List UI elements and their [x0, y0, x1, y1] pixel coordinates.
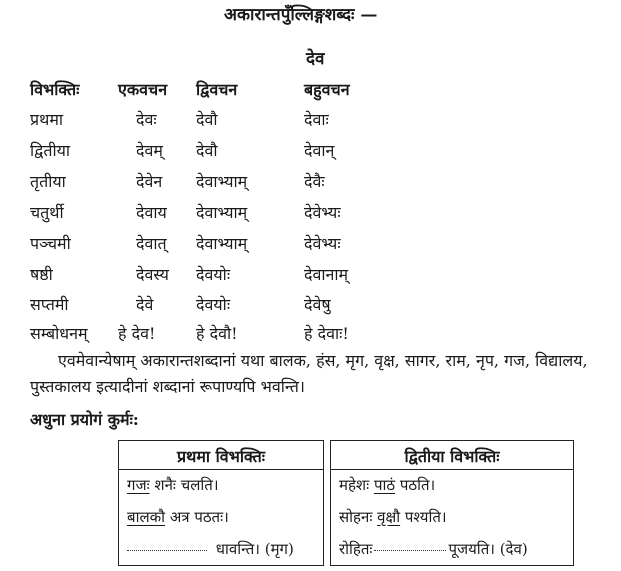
exercise-box-first-case: [118, 440, 324, 566]
answer-word: पाठं: [373, 476, 396, 494]
row-singular: देवाय: [136, 203, 167, 222]
exercise-line: [127, 539, 294, 559]
box-divider: [119, 469, 323, 470]
sentence-rest: पूजयति। (देव): [448, 540, 528, 558]
sentence-subject: सोहनः: [339, 508, 373, 526]
header-singular: एकवचन: [118, 80, 168, 99]
row-plural: देवान्: [304, 141, 335, 160]
row-case: तृतीया: [30, 172, 66, 191]
sentence-subject: रोहितः: [339, 540, 373, 558]
answer-word: गजः: [127, 476, 150, 494]
sentence-rest: पश्यति।: [404, 508, 447, 526]
row-plural: देवैः: [304, 172, 325, 191]
row-plural: हे देवाः!: [304, 324, 349, 343]
row-case: सम्बोधनम्: [30, 324, 88, 343]
sentence-rest: शनैः चलति।: [154, 476, 219, 494]
row-case: पञ्चमी: [30, 234, 71, 253]
explanation-paragraph: एवमेवान्येषाम् अकारान्तशब्दानां यथा बालक, हंस, मृग, वृक्ष, सागर, राम, नृप, गज, विद्यालय, पुस्तकालय इत्यादीनां शब्दानां रूपाण्यपि भवन्ति।: [30, 351, 588, 396]
answer-word: वृक्षौ: [377, 508, 401, 526]
page-title: अकारान्तपुँल्लिङ्गशब्दः —: [224, 5, 378, 25]
row-plural: देवेषु: [304, 295, 331, 314]
box-title: प्रथमा विभक्तिः: [177, 447, 265, 466]
row-singular: देवात्: [136, 234, 167, 253]
row-case: द्वितीया: [30, 141, 71, 160]
box-divider: [331, 469, 573, 470]
row-dual: देवाभ्याम्: [196, 234, 248, 253]
row-case: प्रथमा: [30, 110, 64, 129]
row-dual: देवयोः: [196, 265, 231, 284]
exercise-line: [339, 539, 528, 559]
box-title: द्वितीया विभक्तिः: [404, 447, 500, 466]
fill-blank[interactable]: [127, 550, 207, 551]
sentence-rest: धावन्ति। (मृग): [215, 540, 294, 558]
row-case: चतुर्थी: [30, 203, 64, 222]
exercise-line: [127, 507, 229, 527]
header-plural: बहुवचन: [304, 80, 350, 99]
row-plural: देवानाम्: [304, 265, 349, 284]
row-plural: देवेभ्यः: [304, 234, 341, 253]
row-dual: देवौ: [196, 141, 218, 160]
row-singular: हे देव!: [118, 324, 156, 343]
row-singular: देवः: [136, 110, 157, 129]
practice-heading: [30, 408, 139, 430]
row-dual: देवाभ्याम्: [196, 203, 248, 222]
sentence-rest: अत्र पठतः।: [169, 508, 229, 526]
row-case: षष्ठी: [30, 265, 53, 284]
header-dual: द्विवचन: [196, 80, 238, 99]
exercise-line: [339, 507, 447, 527]
row-dual: देवौ: [196, 110, 218, 129]
sentence-subject: महेशः: [339, 476, 370, 494]
exercise-box-second-case: [330, 440, 574, 566]
exercise-line: [339, 475, 435, 495]
row-dual: देवयोः: [196, 295, 231, 314]
exercise-line: [127, 475, 219, 495]
row-dual: देवाभ्याम्: [196, 172, 248, 191]
fill-blank[interactable]: [374, 550, 446, 551]
row-singular: देवम्: [136, 141, 163, 160]
row-plural: देवेभ्यः: [304, 203, 341, 222]
row-plural: देवाः: [304, 110, 329, 129]
sentence-rest: पठति।: [399, 476, 436, 494]
answer-word: बालकौ: [127, 508, 166, 526]
row-dual: हे देवौ!: [196, 324, 238, 343]
noun-label: देव: [306, 49, 325, 69]
row-singular: देवे: [136, 295, 154, 314]
row-case: सप्तमी: [30, 295, 69, 314]
row-singular: देवस्य: [136, 265, 169, 284]
practice-heading-colon: :: [132, 410, 139, 429]
row-singular: देवेन: [136, 172, 163, 191]
header-case: विभक्तिः: [30, 80, 80, 99]
practice-heading-text: अधुना प्रयोगं कुर्मः: [30, 410, 133, 429]
